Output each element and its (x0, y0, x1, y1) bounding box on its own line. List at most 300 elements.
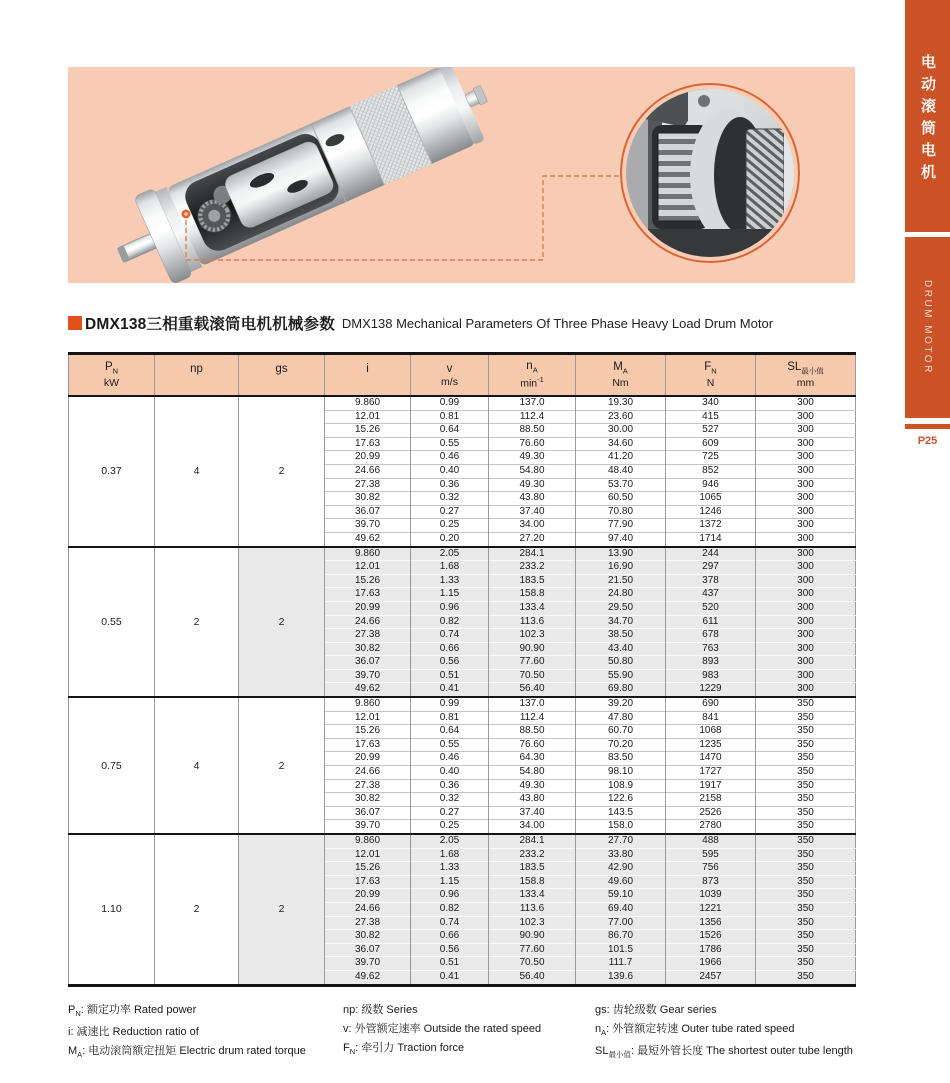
cell-value: 300 (756, 574, 856, 588)
cell-value: 1714 (666, 532, 756, 546)
cell-value: 1.15 (411, 588, 489, 602)
cell-value: 9.860 (325, 834, 411, 848)
parameter-group (69, 697, 856, 834)
sidebar-drum-motor-label: DRUM MOTOR (922, 280, 933, 375)
cell-value: 350 (756, 916, 856, 930)
cell-value: 49.30 (489, 779, 576, 793)
cell-value: 0.66 (411, 930, 489, 944)
cell-value: 24.80 (576, 588, 666, 602)
cell-value: 9.860 (325, 396, 411, 410)
column-header: np (155, 354, 239, 397)
cell-value: 350 (756, 943, 856, 957)
sidebar-tab-drum-motor[interactable] (905, 237, 950, 418)
cell-value: 34.60 (576, 437, 666, 451)
cell-value: 350 (756, 779, 856, 793)
cell-value: 300 (756, 505, 856, 519)
cell-value: 34.00 (489, 820, 576, 834)
cell-value: 1786 (666, 943, 756, 957)
cell-value: 233.2 (489, 561, 576, 575)
cell-value: 756 (666, 862, 756, 876)
cell-value: 112.4 (489, 711, 576, 725)
cell-value: 300 (756, 424, 856, 438)
cell-value: 53.70 (576, 478, 666, 492)
cell-value: 0.64 (411, 725, 489, 739)
cell-value: 0.46 (411, 451, 489, 465)
drum-motor-photo (68, 67, 855, 283)
cell-value: 88.50 (489, 725, 576, 739)
table-row (69, 396, 856, 410)
cell-value: 37.40 (489, 806, 576, 820)
cell-value: 24.66 (325, 615, 411, 629)
cell-value: 300 (756, 519, 856, 533)
legend-item: $n_A$: 外管额定转速 Outer tube rated speed (595, 1023, 795, 1038)
cell-value: 0.41 (411, 970, 489, 985)
cell-value: 0.20 (411, 532, 489, 546)
cell-value: 15.26 (325, 725, 411, 739)
cell-value: 0.51 (411, 669, 489, 683)
cell-value: 39.70 (325, 820, 411, 834)
column-header: $n_A$ $\min^{-1}$ (489, 354, 576, 397)
legend (68, 1001, 868, 1064)
cell-value: 300 (756, 683, 856, 697)
cell-value: 36.07 (325, 943, 411, 957)
cell-value: 2526 (666, 806, 756, 820)
cell-value: 30.82 (325, 930, 411, 944)
cell-value: 70.50 (489, 669, 576, 683)
cell-pn: 0.55 (69, 547, 155, 698)
cell-value: 112.4 (489, 410, 576, 424)
cell-value: 143.5 (576, 806, 666, 820)
cell-value: 49.60 (576, 875, 666, 889)
cell-value: 23.60 (576, 410, 666, 424)
parameter-group (69, 547, 856, 698)
cell-value: 24.66 (325, 902, 411, 916)
column-header: $P_N$ kW (69, 354, 155, 397)
cell-value: 49.30 (489, 478, 576, 492)
cell-pn: 0.75 (69, 697, 155, 834)
cell-value: 49.62 (325, 970, 411, 985)
cell-value: 133.4 (489, 889, 576, 903)
cell-value: 1526 (666, 930, 756, 944)
cell-value: 47.80 (576, 711, 666, 725)
cell-value: 16.90 (576, 561, 666, 575)
header-row (69, 354, 856, 397)
cell-value: 0.25 (411, 519, 489, 533)
legend-item: $P_N$: 额定功率 Rated power (68, 1004, 197, 1019)
cell-value: 30.82 (325, 642, 411, 656)
cell-value: 90.90 (489, 930, 576, 944)
cell-value: 0.96 (411, 601, 489, 615)
cell-value: 893 (666, 656, 756, 670)
cell-value: 83.50 (576, 752, 666, 766)
cell-value: 1221 (666, 902, 756, 916)
cell-value: 17.63 (325, 738, 411, 752)
cell-value: 1917 (666, 779, 756, 793)
cell-value: 350 (756, 834, 856, 848)
cell-value: 437 (666, 588, 756, 602)
cell-value: 611 (666, 615, 756, 629)
cell-value: 15.26 (325, 574, 411, 588)
cell-value: 34.00 (489, 519, 576, 533)
cell-value: 1727 (666, 766, 756, 780)
cell-value: 350 (756, 848, 856, 862)
cell-value: 983 (666, 669, 756, 683)
cell-value: 609 (666, 437, 756, 451)
cell-value: 0.74 (411, 629, 489, 643)
cell-value: 350 (756, 902, 856, 916)
cell-value: 350 (756, 806, 856, 820)
cell-value: 0.40 (411, 766, 489, 780)
cell-value: 300 (756, 588, 856, 602)
cell-value: 350 (756, 862, 856, 876)
cell-value: 873 (666, 875, 756, 889)
cell-value: 38.50 (576, 629, 666, 643)
cell-value: 2.05 (411, 547, 489, 561)
cell-value: 27.38 (325, 779, 411, 793)
cell-value: 1356 (666, 916, 756, 930)
cell-value: 1065 (666, 492, 756, 506)
cell-value: 69.80 (576, 683, 666, 697)
cell-value: 0.32 (411, 793, 489, 807)
legend-item: i: 减速比 Reduction ratio of (68, 1026, 199, 1039)
cell-value: 300 (756, 396, 856, 410)
page-number: P25 (917, 435, 938, 447)
cell-value: 111.7 (576, 957, 666, 971)
cell-value: 300 (756, 601, 856, 615)
cell-value: 0.36 (411, 478, 489, 492)
cell-value: 350 (756, 970, 856, 985)
cell-value: 139.6 (576, 970, 666, 985)
cell-value: 0.27 (411, 806, 489, 820)
cell-value: 19.30 (576, 396, 666, 410)
cell-value: 70.50 (489, 957, 576, 971)
cell-value: 76.60 (489, 738, 576, 752)
cell-value: 158.0 (576, 820, 666, 834)
cell-value: 36.07 (325, 505, 411, 519)
cell-value: 0.99 (411, 396, 489, 410)
cell-value: 946 (666, 478, 756, 492)
section-title-zh: DMX138三相重载滚筒电机机械参数 (85, 316, 335, 333)
cell-value: 13.90 (576, 547, 666, 561)
sidebar-tab-category[interactable] (905, 0, 950, 232)
cell-value: 56.40 (489, 683, 576, 697)
column-header: $M_A$ Nm (576, 354, 666, 397)
legend-column (68, 1001, 343, 1064)
cell-value: 12.01 (325, 848, 411, 862)
cell-value: 29.50 (576, 601, 666, 615)
legend-item: np: 级数 Series (343, 1004, 418, 1016)
parameter-group (69, 834, 856, 985)
cell-value: 17.63 (325, 875, 411, 889)
cell-value: 27.38 (325, 478, 411, 492)
cell-value: 233.2 (489, 848, 576, 862)
cell-value: 12.01 (325, 410, 411, 424)
cell-value: 77.60 (489, 656, 576, 670)
cell-value: 33.80 (576, 848, 666, 862)
table-row (69, 834, 856, 848)
cell-value: 300 (756, 437, 856, 451)
column-header: i (325, 354, 411, 397)
cell-value: 86.70 (576, 930, 666, 944)
cell-value: 15.26 (325, 862, 411, 876)
cell-value: 9.860 (325, 697, 411, 711)
cell-value: 300 (756, 629, 856, 643)
cell-value: 0.41 (411, 683, 489, 697)
table-row (69, 547, 856, 561)
cell-value: 0.82 (411, 615, 489, 629)
cell-value: 183.5 (489, 574, 576, 588)
cell-value: 0.82 (411, 902, 489, 916)
cell-value: 1229 (666, 683, 756, 697)
cell-value: 0.40 (411, 464, 489, 478)
cell-value: 37.40 (489, 505, 576, 519)
cell-value: 137.0 (489, 697, 576, 711)
cell-value: 0.99 (411, 697, 489, 711)
cell-value: 54.80 (489, 766, 576, 780)
cell-value: 1372 (666, 519, 756, 533)
cell-value: 0.32 (411, 492, 489, 506)
cell-value: 113.6 (489, 615, 576, 629)
cell-value: 55.90 (576, 669, 666, 683)
cell-value: 56.40 (489, 970, 576, 985)
cell-value: 300 (756, 561, 856, 575)
cell-value: 30.82 (325, 793, 411, 807)
cell-value: 350 (756, 697, 856, 711)
cell-value: 30.82 (325, 492, 411, 506)
cell-value: 77.60 (489, 943, 576, 957)
cell-value: 102.3 (489, 916, 576, 930)
cell-value: 0.56 (411, 943, 489, 957)
cell-value: 41.20 (576, 451, 666, 465)
cell-value: 27.20 (489, 532, 576, 546)
cell-value: 42.90 (576, 862, 666, 876)
cell-value: 21.50 (576, 574, 666, 588)
cell-value: 27.38 (325, 629, 411, 643)
cell-value: 1470 (666, 752, 756, 766)
cell-value: 69.40 (576, 902, 666, 916)
cell-value: 1.68 (411, 561, 489, 575)
cell-value: 39.20 (576, 697, 666, 711)
cell-value: 113.6 (489, 902, 576, 916)
legend-column (343, 1001, 595, 1064)
cell-value: 76.60 (489, 437, 576, 451)
cell-value: 300 (756, 464, 856, 478)
cell-value: 0.81 (411, 410, 489, 424)
cell-pn: 1.10 (69, 834, 155, 985)
cell-value: 17.63 (325, 588, 411, 602)
cell-value: 48.40 (576, 464, 666, 478)
cell-value: 415 (666, 410, 756, 424)
cell-value: 297 (666, 561, 756, 575)
cell-value: 54.80 (489, 464, 576, 478)
cell-value: 350 (756, 752, 856, 766)
cell-value: 133.4 (489, 601, 576, 615)
cell-value: 60.50 (576, 492, 666, 506)
cell-value: 300 (756, 451, 856, 465)
cell-value: 64.30 (489, 752, 576, 766)
cell-value: 2158 (666, 793, 756, 807)
cell-value: 284.1 (489, 547, 576, 561)
legend-column (595, 1001, 860, 1064)
cell-value: 520 (666, 601, 756, 615)
cell-value: 17.63 (325, 437, 411, 451)
cell-value: 2457 (666, 970, 756, 985)
cell-value: 27.70 (576, 834, 666, 848)
cell-value: 137.0 (489, 396, 576, 410)
cell-value: 70.20 (576, 738, 666, 752)
section-marker-icon (68, 316, 82, 330)
cell-value: 1246 (666, 505, 756, 519)
cell-value: 350 (756, 820, 856, 834)
cell-value: 763 (666, 642, 756, 656)
cell-value: 39.70 (325, 669, 411, 683)
cell-value: 0.55 (411, 437, 489, 451)
cell-value: 43.80 (489, 793, 576, 807)
cell-value: 15.26 (325, 424, 411, 438)
cell-value: 350 (756, 889, 856, 903)
cell-value: 20.99 (325, 889, 411, 903)
cell-value: 350 (756, 711, 856, 725)
cell-value: 1.68 (411, 848, 489, 862)
cell-value: 49.30 (489, 451, 576, 465)
cell-gs: 2 (239, 834, 325, 985)
cell-gs: 2 (239, 396, 325, 547)
cell-value: 678 (666, 629, 756, 643)
cell-value: 0.56 (411, 656, 489, 670)
section-title (68, 314, 773, 332)
cell-value: 102.3 (489, 629, 576, 643)
cell-value: 101.5 (576, 943, 666, 957)
cell-value: 300 (756, 669, 856, 683)
cell-value: 60.70 (576, 725, 666, 739)
cell-np: 2 (155, 547, 239, 698)
cell-value: 0.96 (411, 889, 489, 903)
cell-value: 12.01 (325, 561, 411, 575)
cell-value: 595 (666, 848, 756, 862)
cell-value: 0.55 (411, 738, 489, 752)
cell-value: 300 (756, 615, 856, 629)
cell-value: 1.15 (411, 875, 489, 889)
hero-image-panel (68, 67, 855, 283)
cell-value: 77.90 (576, 519, 666, 533)
cell-gs: 2 (239, 697, 325, 834)
sidebar-category-label: 电动滚筒电机 (919, 54, 936, 186)
cell-value: 350 (756, 766, 856, 780)
cell-value: 1.33 (411, 574, 489, 588)
cell-value: 690 (666, 697, 756, 711)
cell-value: 0.27 (411, 505, 489, 519)
drum-motor-illustration (101, 67, 504, 283)
cell-value: 70.80 (576, 505, 666, 519)
cell-value: 1966 (666, 957, 756, 971)
cell-value: 378 (666, 574, 756, 588)
column-header: $SL_{最小值}$ mm (756, 354, 856, 397)
cell-value: 43.40 (576, 642, 666, 656)
cell-value: 12.01 (325, 711, 411, 725)
cell-value: 300 (756, 492, 856, 506)
cell-value: 350 (756, 738, 856, 752)
cell-value: 0.36 (411, 779, 489, 793)
cell-value: 244 (666, 547, 756, 561)
parameters-table (68, 352, 856, 987)
cell-value: 1039 (666, 889, 756, 903)
cell-value: 350 (756, 957, 856, 971)
cell-value: 350 (756, 930, 856, 944)
cell-value: 300 (756, 532, 856, 546)
cell-value: 158.8 (489, 875, 576, 889)
cell-value: 183.5 (489, 862, 576, 876)
cell-value: 20.99 (325, 451, 411, 465)
cell-value: 852 (666, 464, 756, 478)
cell-pn: 0.37 (69, 396, 155, 547)
cell-value: 20.99 (325, 752, 411, 766)
cell-value: 350 (756, 875, 856, 889)
column-header: $F_N$ N (666, 354, 756, 397)
cell-np: 4 (155, 697, 239, 834)
cell-value: 1235 (666, 738, 756, 752)
cell-value: 488 (666, 834, 756, 848)
cell-value: 49.62 (325, 683, 411, 697)
cell-value: 841 (666, 711, 756, 725)
cell-value: 59.10 (576, 889, 666, 903)
cell-value: 0.64 (411, 424, 489, 438)
table-row (69, 697, 856, 711)
cell-value: 77.00 (576, 916, 666, 930)
cell-value: 30.00 (576, 424, 666, 438)
cell-value: 1.33 (411, 862, 489, 876)
cell-value: 122.6 (576, 793, 666, 807)
cell-value: 0.66 (411, 642, 489, 656)
cell-value: 36.07 (325, 806, 411, 820)
legend-item: $M_A$: 电动滚筒额定扭矩 Electric drum rated torque (68, 1045, 306, 1060)
cell-value: 49.62 (325, 532, 411, 546)
cell-value: 350 (756, 793, 856, 807)
cell-value: 20.99 (325, 601, 411, 615)
cell-value: 350 (756, 725, 856, 739)
cell-value: 340 (666, 396, 756, 410)
cell-value: 300 (756, 656, 856, 670)
section-title-en: DMX138 Mechanical Parameters Of Three Phase Heavy Load Drum Motor (341, 315, 774, 331)
cell-gs: 2 (239, 547, 325, 698)
cell-value: 43.80 (489, 492, 576, 506)
cell-value: 300 (756, 642, 856, 656)
cell-value: 0.46 (411, 752, 489, 766)
cell-value: 24.66 (325, 464, 411, 478)
column-header: gs (239, 354, 325, 397)
cell-np: 2 (155, 834, 239, 985)
cell-value: 527 (666, 424, 756, 438)
cell-value: 88.50 (489, 424, 576, 438)
cell-value: 300 (756, 410, 856, 424)
cell-value: 97.40 (576, 532, 666, 546)
cell-np: 4 (155, 396, 239, 547)
cell-value: 98.10 (576, 766, 666, 780)
cell-value: 108.9 (576, 779, 666, 793)
cell-value: 0.25 (411, 820, 489, 834)
cell-value: 34.70 (576, 615, 666, 629)
legend-item: gs: 齿轮级数 Gear series (595, 1004, 717, 1016)
parameter-group (69, 396, 856, 547)
cell-value: 39.70 (325, 519, 411, 533)
cell-value: 284.1 (489, 834, 576, 848)
cell-value: 300 (756, 478, 856, 492)
cell-value: 0.74 (411, 916, 489, 930)
cell-value: 0.51 (411, 957, 489, 971)
cell-value: 90.90 (489, 642, 576, 656)
cell-value: 0.81 (411, 711, 489, 725)
cell-value: 2780 (666, 820, 756, 834)
column-header: v m/s (411, 354, 489, 397)
